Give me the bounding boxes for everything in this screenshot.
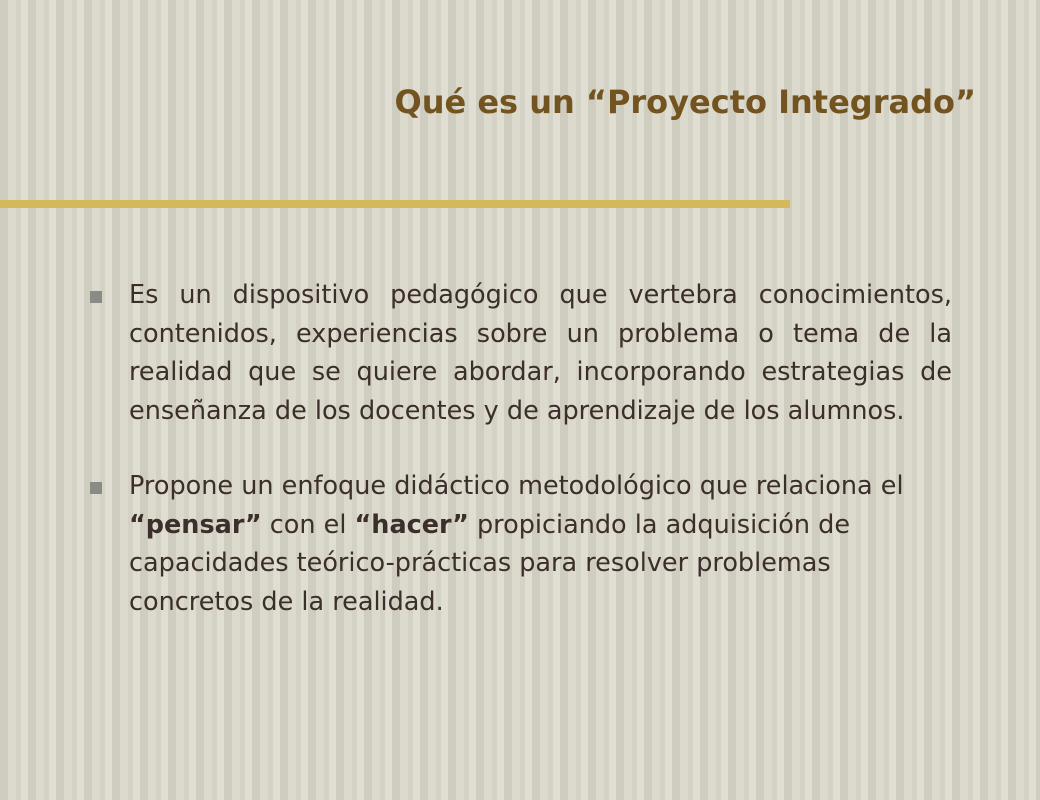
- bullet-list: [90, 276, 952, 621]
- emphasis-hacer: “hacer”: [354, 509, 469, 540]
- emphasis-pensar: “pensar”: [129, 509, 262, 540]
- title-divider: [0, 200, 790, 208]
- square-bullet-icon: [90, 291, 102, 303]
- bullet-text-definition: Es un dispositivo pedagógico que vertebra conocimientos, contenidos, experiencias sobre un problema o tema de la realidad que se quiere abordar, incorporando estrategias de enseñanza de los docentes y de aprendizaje de los alumnos.: [129, 280, 952, 426]
- bullet-item-definition: [90, 276, 952, 430]
- square-bullet-icon: [90, 482, 102, 494]
- bullet-item-approach: [90, 467, 952, 621]
- bullet-text-approach-part2: con el: [261, 509, 355, 540]
- slide-title: Qué es un “Proyecto Integrado”: [394, 83, 976, 121]
- bullet-text-approach-part1: Propone un enfoque didáctico metodológico que relaciona el: [129, 471, 904, 501]
- bullet-text-approach-part3: propiciando la adquisición de capacidades teórico-prácticas para resolver problemas concretos de la realidad.: [129, 509, 851, 617]
